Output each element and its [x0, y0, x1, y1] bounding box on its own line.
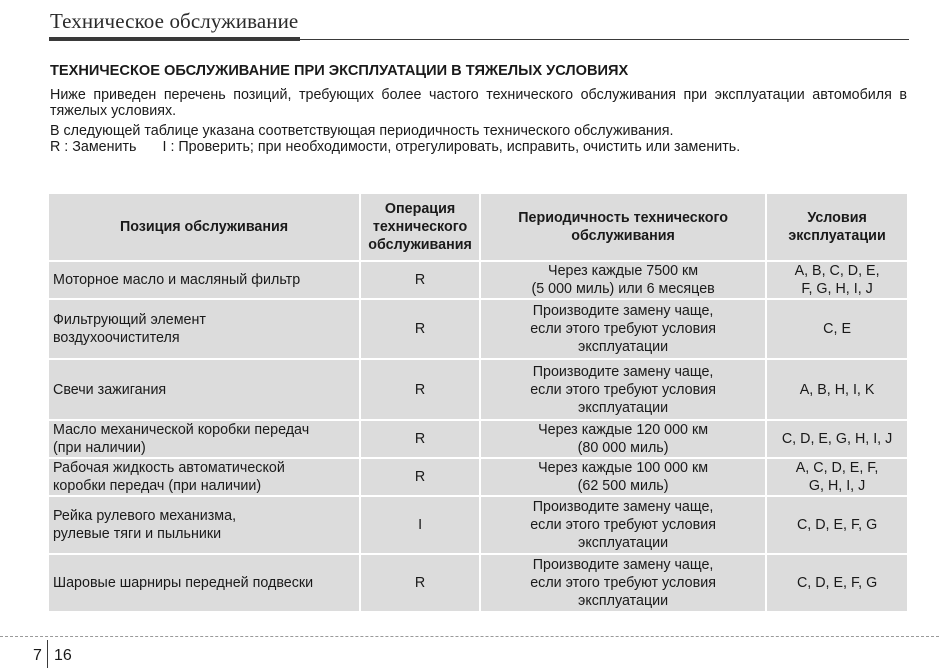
- header-interval: Периодичность технического обслуживания: [481, 194, 765, 260]
- cell-item: Шаровые шарниры передней подвески: [49, 555, 359, 611]
- cell-conditions: C, E: [767, 300, 907, 358]
- table-row: [49, 360, 907, 419]
- table-row: [49, 459, 907, 495]
- cell-operation: R: [361, 555, 479, 611]
- chapter-title: Техническое обслуживание: [50, 9, 299, 33]
- table-row: [49, 497, 907, 553]
- header-conditions: Условия эксплуатации: [767, 194, 907, 260]
- cell-operation: R: [361, 421, 479, 457]
- cell-interval: Через каждые 100 000 км (62 500 миль): [481, 459, 765, 495]
- section-heading: ТЕХНИЧЕСКОЕ ОБСЛУЖИВАНИЕ ПРИ ЭКСПЛУАТАЦИИ В ТЯЖЕЛЫХ УСЛОВИЯХ: [50, 63, 629, 79]
- table-header-row: [49, 194, 907, 260]
- cell-interval: Через каждые 7500 км (5 000 миль) или 6 месяцев: [481, 262, 765, 298]
- cell-conditions: C, D, E, G, H, I, J: [767, 421, 907, 457]
- legend-line: [50, 139, 907, 155]
- table-row: [49, 262, 907, 298]
- cell-item: Фильтрующий элемент воздухоочистителя: [49, 300, 359, 358]
- cell-conditions: A, B, C, D, E, F, G, H, I, J: [767, 262, 907, 298]
- maintenance-table: [47, 192, 909, 613]
- cell-operation: R: [361, 262, 479, 298]
- header-item: Позиция обслуживания: [49, 194, 359, 260]
- cell-item: Рейка рулевого механизма, рулевые тяги и пыльники: [49, 497, 359, 553]
- cell-interval: Через каждые 120 000 км (80 000 миль): [481, 421, 765, 457]
- intro-paragraph-1: Ниже приведен перечень позиций, требующих более частого технического обслуживания при эксплуатации автомобиля в тяжелых условиях.: [50, 87, 907, 119]
- intro-block: [50, 87, 907, 155]
- cell-conditions: C, D, E, F, G: [767, 555, 907, 611]
- cell-conditions: A, C, D, E, F, G, H, I, J: [767, 459, 907, 495]
- cell-conditions: C, D, E, F, G: [767, 497, 907, 553]
- legend-inspect: I : Проверить; при необходимости, отрегулировать, исправить, очистить или заменить.: [162, 139, 741, 155]
- cell-operation: R: [361, 360, 479, 419]
- chapter-number: 7: [33, 647, 42, 664]
- header-rule-thin: [300, 39, 909, 40]
- cell-conditions: A, B, H, I, K: [767, 360, 907, 419]
- cell-interval: Производите замену чаще, если этого требуют условия эксплуатации: [481, 300, 765, 358]
- table-row: [49, 300, 907, 358]
- cell-item: Рабочая жидкость автоматической коробки передач (при наличии): [49, 459, 359, 495]
- legend-replace: R : Заменить: [50, 139, 137, 155]
- cell-operation: R: [361, 300, 479, 358]
- header-rule-thick: [49, 37, 300, 41]
- header-operation: Операция технического обслуживания: [361, 194, 479, 260]
- page-number: 16: [54, 647, 72, 664]
- cell-operation: I: [361, 497, 479, 553]
- footer-rule: [0, 636, 939, 637]
- cell-operation: R: [361, 459, 479, 495]
- cell-item: Моторное масло и масляный фильтр: [49, 262, 359, 298]
- page-separator: [47, 640, 48, 668]
- table-row: [49, 555, 907, 611]
- cell-interval: Производите замену чаще, если этого требуют условия эксплуатации: [481, 555, 765, 611]
- intro-paragraph-2: В следующей таблице указана соответствующая периодичность технического обслуживания.: [50, 123, 674, 139]
- table-row: [49, 421, 907, 457]
- cell-item: Свечи зажигания: [49, 360, 359, 419]
- cell-interval: Производите замену чаще, если этого требуют условия эксплуатации: [481, 497, 765, 553]
- cell-item: Масло механической коробки передач (при наличии): [49, 421, 359, 457]
- cell-interval: Производите замену чаще, если этого требуют условия эксплуатации: [481, 360, 765, 419]
